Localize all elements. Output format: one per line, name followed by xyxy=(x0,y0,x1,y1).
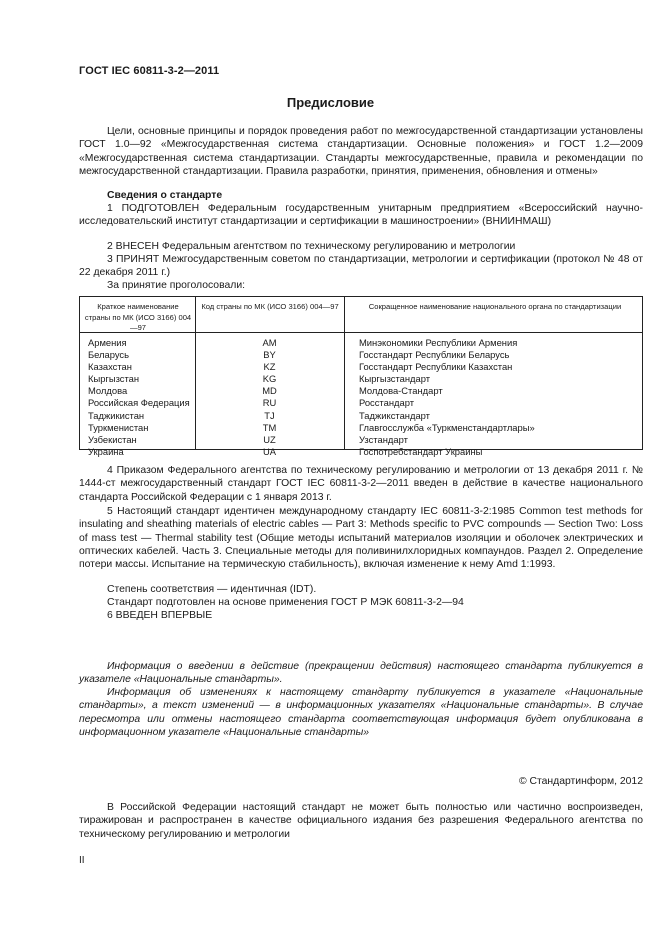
table-cell-body: Главгосслужба «Туркменстандартлары» xyxy=(359,421,535,433)
table-cell-country: Беларусь xyxy=(88,349,130,361)
table-cell-code: UA xyxy=(262,445,277,457)
table-cell-code: TJ xyxy=(264,409,275,421)
item-6: 6 ВВЕДЕН ВПЕРВЫЕ xyxy=(107,610,213,621)
table-cell-country: Российская Федерация xyxy=(88,397,190,409)
table-cell-country: Армения xyxy=(88,337,127,348)
table-cell-country: Узбекистан xyxy=(88,433,137,445)
conformity-text: Степень соответствия — идентичная (IDT). xyxy=(107,584,317,595)
voted-label: За принятие проголосовали: xyxy=(107,280,246,291)
table-cell-code: KZ xyxy=(263,361,276,373)
table-header-country: Краткое наименование страны по МК (ИСО 3166) 004—97 xyxy=(84,302,192,332)
table-header-code: Код страны по МК (ИСО 3166) 004—97 xyxy=(201,302,339,311)
table-cell-body: Узстандарт xyxy=(359,433,408,445)
table-cell-body: Госпотребстандарт Украины xyxy=(359,445,483,457)
page-title: Предисловие xyxy=(286,95,375,110)
table-cell-country: Украина xyxy=(88,445,124,457)
table-cell-code: KG xyxy=(262,373,277,385)
table-header-body: Сокращенное наименование национального органа по стандартизации xyxy=(368,302,622,311)
country-column xyxy=(88,337,190,458)
table-cell-body: Госстандарт Республики Казахстан xyxy=(359,361,513,373)
intro-paragraph: Цели, основные принципы и порядок проведения работ по межгосударственной стандартизации установлены ГОСТ 1.0—92 «Межгосударственная система стандартизации. Основные положения» и ГОСТ 1.2—2009 «Межгосударственная система стандартизации. Стандарты межгосударственные, правила и рекомендации по межгосударственной стандартизации. Правила разработки, принятия, применения, обновления и отмены» xyxy=(79,126,643,177)
document-header: ГОСТ IEC 60811-3-2—2011 xyxy=(79,65,220,77)
voting-table xyxy=(79,296,643,457)
body-column xyxy=(359,337,535,458)
table-cell-body: Росстандарт xyxy=(359,397,414,409)
table-cell-country: Туркменистан xyxy=(88,421,149,433)
copyright-text: © Стандартинформ, 2012 xyxy=(518,776,643,787)
table-cell-code: RU xyxy=(262,397,277,409)
table-cell-code: BY xyxy=(263,349,276,361)
table-cell-code: UZ xyxy=(263,433,276,445)
item-4: 4 Приказом Федерального агентства по техническому регулированию и метрологии от 13 декабря 2011 г. № 1444-ст межгосударственный стандарт ГОСТ IEC 60811-3-2—2011 введен в действие в качестве национального стандарта Российской Федерации с 1 января 2013 г. xyxy=(79,465,643,503)
notice-introduction: Информация о введении в действие (прекращении действия) настоящего стандарта публикуется в указателе «Национальные стандарты». xyxy=(79,661,643,686)
item-3: 3 ПРИНЯТ Межгосударственным советом по стандартизации, метрологии и сертификации (протокол № 48 от 22 декабря 2011 г.) xyxy=(79,254,643,279)
code-column xyxy=(195,337,344,458)
item-2: 2 ВНЕСЕН Федеральным агентством по техническому регулированию и метрологии xyxy=(107,241,516,252)
table-cell-code: TM xyxy=(262,421,277,433)
table-cell-body: Молдова-Стандарт xyxy=(359,385,443,397)
table-cell-body: Минэкономики Республики Армения xyxy=(359,337,518,348)
table-cell-country: Кыргызстан xyxy=(88,373,140,385)
item-1: 1 ПОДГОТОВЛЕН Федеральным государственным унитарным предприятием «Всероссийский научно-исследовательский институт стандартизации и сертификации в машиностроении» (ВНИИНМАШ) xyxy=(79,203,643,228)
rights-text: В Российской Федерации настоящий стандарт не может быть полностью или частично воспроизведен, тиражирован и распространен в качестве официального издания без разрешения Федерального агентства по техническому регулированию и метрологии xyxy=(79,802,643,840)
table-cell-country: Молдова xyxy=(88,385,128,397)
table-cell-country: Казахстан xyxy=(88,361,132,373)
table-cell-country: Таджикистан xyxy=(88,409,145,421)
table-cell-body: Кыргызстандарт xyxy=(359,373,431,385)
table-cell-code: MD xyxy=(262,385,277,397)
table-cell-body: Госстандарт Республики Беларусь xyxy=(359,349,510,361)
notice-changes: Информация об изменениях к настоящему стандарту публикуется в указателе «Национальные стандарты», а текст изменений — в информационных указателях «Национальные стандарты». В случае пересмотра или отмены настоящего стандарта соответствующая информация будет опубликована в информационном указателе «Национальные стандарты» xyxy=(79,687,643,738)
table-cell-body: Таджикстандарт xyxy=(359,409,430,421)
item-5: 5 Настоящий стандарт идентичен международному стандарту IEC 60811-3-2:1985 Common test methods for insulating and sheathing materials of electric cables — Part 3: Methods specific to PVC compounds — Section Two: Loss of mass test — Thermal stability test (Общие методы испытаний материалов изоляции и оболочек электрических и оптических кабелей. Часть 3. Специальные методы для поливинилхлоридных компаундов. Раздел 2. Определение потери массы. Испытание на термическую стабильность), включая изменение к нему Amd 1:1993. xyxy=(79,506,643,571)
page-number: II xyxy=(79,855,85,866)
table-cell-code: AM xyxy=(262,337,277,348)
info-heading: Сведения о стандарте xyxy=(107,190,223,201)
prepared-text: Стандарт подготовлен на основе применения ГОСТ Р МЭК 60811-3-2—94 xyxy=(107,597,464,608)
